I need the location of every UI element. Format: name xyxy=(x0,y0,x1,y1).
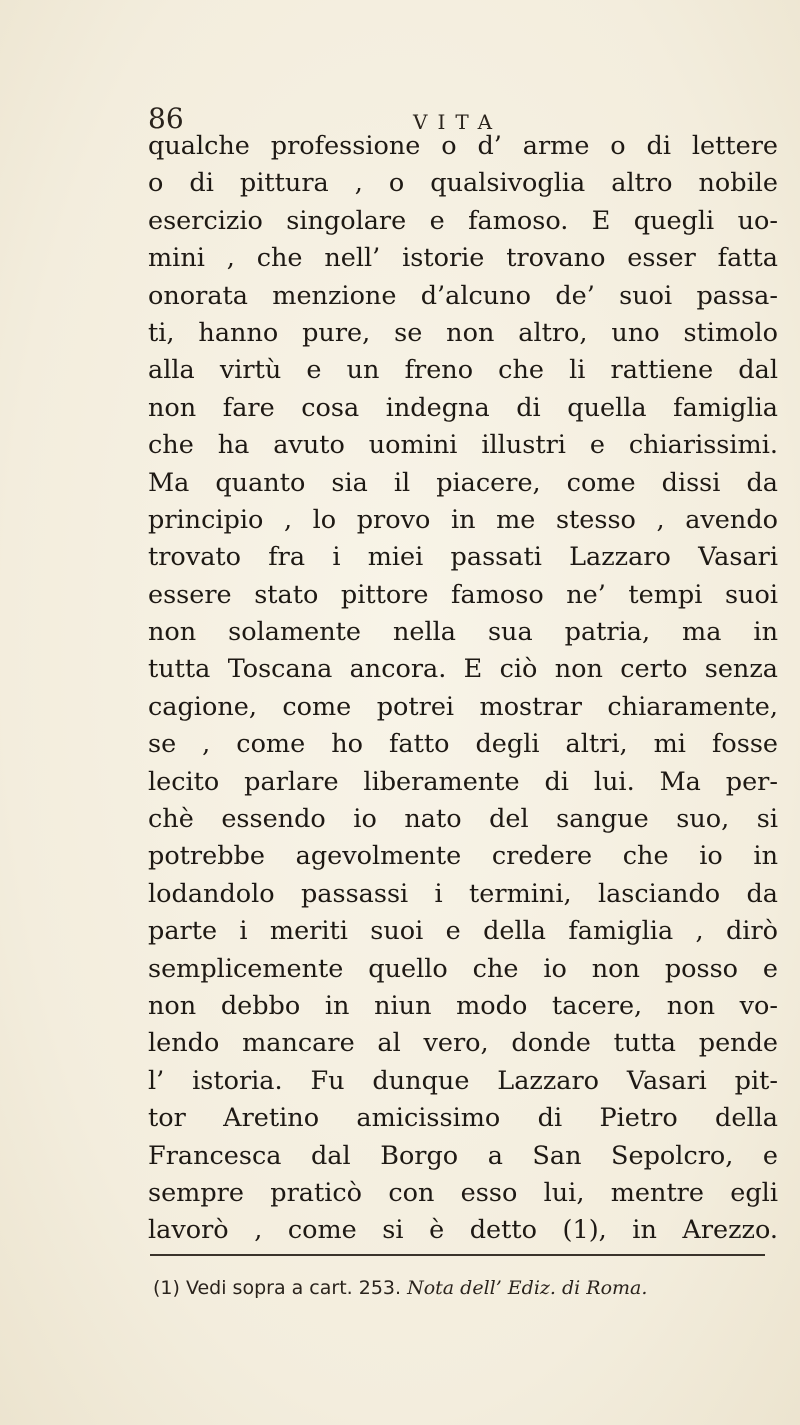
text-line: lecito parlare liberamente di lui. Ma per- xyxy=(148,766,778,797)
text-line: che ha avuto uomini illustri e chiarissimi. xyxy=(148,430,778,461)
text-line: chè essendo io nato del sangue suo, si xyxy=(148,804,778,835)
text-line: parte i meriti suoi e della famiglia , dirò xyxy=(148,916,778,947)
text-line: principio , lo provo in me stesso , avendo xyxy=(148,504,778,535)
text-line: semplicemente quello che io non posso e xyxy=(148,953,778,984)
text-line: l’ istoria. Fu dunque Lazzaro Vasari pit- xyxy=(148,1065,778,1096)
text-line: Francesca dal Borgo a San Sepolcro, e xyxy=(148,1140,778,1171)
page-number: 86 xyxy=(148,102,184,135)
footnote-text: (1) Vedi sopra a cart. 253. xyxy=(153,1277,402,1299)
text-line: Ma quanto sia il piacere, come dissi da xyxy=(148,467,778,498)
footnote-italic-text: Nota dell’ Ediz. di Roma. xyxy=(407,1277,648,1299)
text-line: sempre praticò con esso lui, mentre egli xyxy=(148,1177,778,1208)
text-line: esercizio singolare e famoso. E quegli uo- xyxy=(148,205,778,236)
text-line: essere stato pittore famoso ne’ tempi suoi xyxy=(148,579,778,610)
text-line: alla virtù e un freno che li rattiene dal xyxy=(148,355,778,386)
text-line: se , come ho fatto degli altri, mi fosse xyxy=(148,729,778,760)
text-line: onorata menzione d’alcuno de’ suoi passa- xyxy=(148,280,778,311)
text-line: tor Aretino amicissimo di Pietro della xyxy=(148,1103,778,1134)
text-line: mini , che nell’ istorie trovano esser fatta xyxy=(148,243,778,274)
footnote xyxy=(153,1277,783,1299)
body-text xyxy=(148,128,778,1250)
text-line: cagione, come potrei mostrar chiaramente, xyxy=(148,691,778,722)
text-line: tutta Toscana ancora. E ciò non certo senza xyxy=(148,654,778,685)
text-line: non debbo in niun modo tacere, non vo- xyxy=(148,990,778,1021)
text-line: trovato fra i miei passati Lazzaro Vasari xyxy=(148,542,778,573)
text-line: ti, hanno pure, se non altro, uno stimolo xyxy=(148,317,778,348)
text-line: o di pittura , o qualsivoglia altro nobile xyxy=(148,168,778,199)
footnote-rule xyxy=(150,1254,765,1256)
running-title: VITA xyxy=(413,110,503,134)
text-line: qualche professione o d’ arme o di lettere xyxy=(148,131,778,161)
text-line: potrebbe agevolmente credere che io in xyxy=(148,841,778,872)
text-line: lavorò , come si è detto (1), in Arezzo. xyxy=(148,1215,778,1246)
text-line: lendo mancare al vero, donde tutta pende xyxy=(148,1028,778,1059)
text-line: non fare cosa indegna di quella famiglia xyxy=(148,392,778,423)
text-line: lodandolo passassi i termini, lasciando da xyxy=(148,878,778,909)
text-line: non solamente nella sua patria, ma in xyxy=(148,617,778,648)
